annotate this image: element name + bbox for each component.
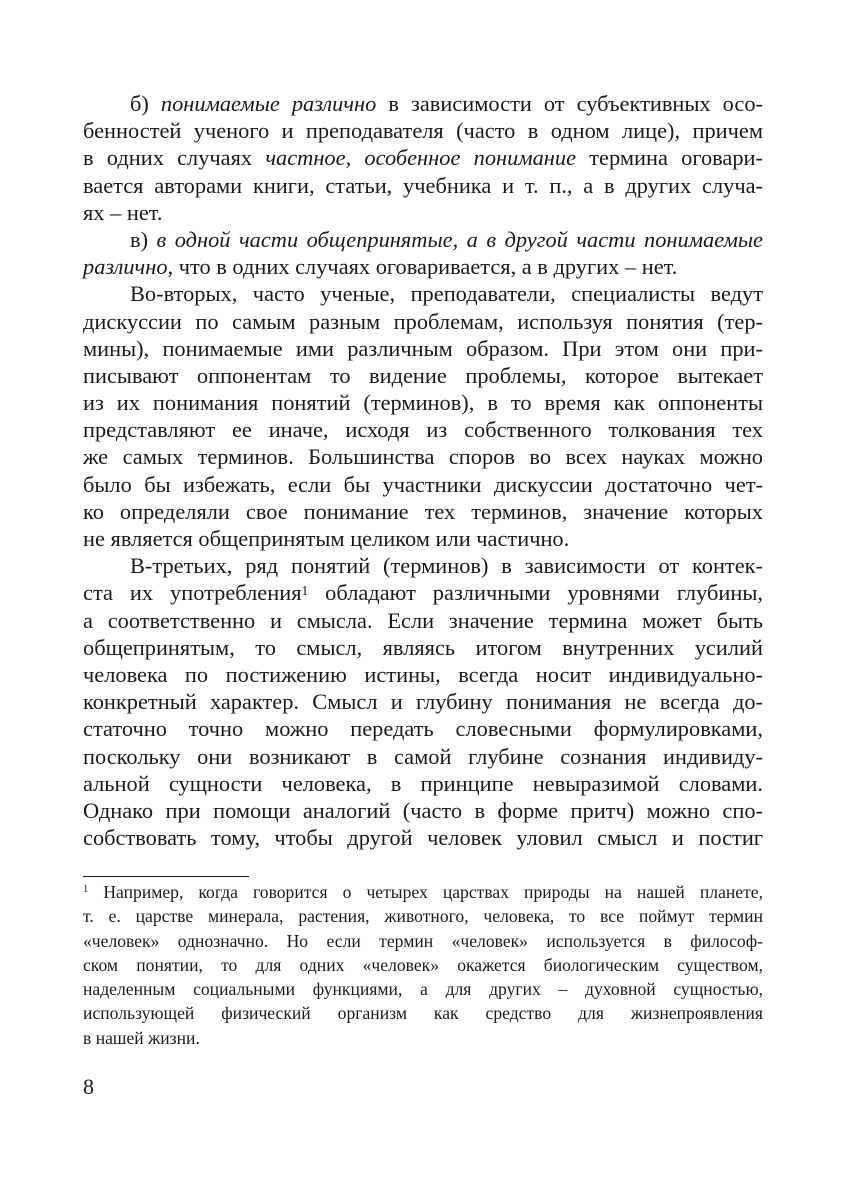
main-text	[83, 90, 763, 851]
footnote-line: ском понятии, то для одних «человек» окажется биологическим существом,	[83, 954, 763, 975]
paragraph-second-line: писывают оппонентам то видение проблемы, которое вытекает	[83, 362, 763, 388]
footnote-marker: 1	[83, 884, 89, 895]
footnote-line: использующей физический организм как средство для жизнепроявления	[83, 1003, 763, 1024]
footnote-line: т. е. царстве минерала, растения, животного, человека, то все поймут термин	[83, 906, 763, 927]
paragraph-v-line: различно, что в одних случаях оговаривается, а в других – нет.	[83, 254, 678, 280]
paragraph-third-line: человека по постижению истины, всегда носит индивидуально-	[83, 661, 763, 687]
paragraph-third-line: альной сущности человека, в принципе невыразимой словами.	[83, 770, 763, 796]
footnote-line: $^1$ Например, когда говорится о четырех царствах природы на нашей планете,	[83, 882, 763, 902]
paragraph-third-line: ста их употребления$^1$ обладают различными уровнями глубины,	[83, 580, 763, 606]
page-number: 8	[83, 1074, 94, 1099]
paragraph-second-line: представляют ее иначе, исходя из собственного толкования тех	[83, 417, 763, 443]
paragraph-third-line: а соответственно и смысла. Если значение термина может быть	[83, 607, 763, 633]
footnote-line: наделенным социальными функциями, а для других – духовной сущностью,	[83, 979, 763, 1000]
paragraph-b-line: б) понимаемые различно в зависимости от субъективных осо-	[130, 91, 763, 116]
paragraph-third-line: собствовать тому, чтобы другой человек уловил смысл и постиг	[83, 825, 763, 851]
footnote-divider	[83, 876, 249, 877]
paragraph-third-line: статочно точно можно передать словесными формулировками,	[83, 716, 763, 742]
footnote-reference[interactable]: 1	[301, 583, 309, 599]
footnote-line: в нашей жизни.	[83, 1027, 200, 1048]
paragraph-b-line: вается авторами книги, статьи, учебника и т. п., а в других случа-	[83, 172, 763, 198]
paragraph-b-line: ях – нет.	[83, 199, 163, 225]
paragraph-third-line: поскольку они возникают в самой глубине сознания индивиду-	[83, 743, 763, 769]
paragraph-third-line: В-третьих, ряд понятий (терминов) в зависимости от контек-	[130, 553, 763, 579]
paragraph-second-line: же самых терминов. Большинства споров во всех науках можно	[83, 444, 763, 470]
paragraph-third-line: конкретный характер. Смысл и глубину понимания не всегда до-	[83, 689, 763, 715]
paragraph-b-line: в одних случаях частное, особенное понимание термина оговари-	[83, 145, 763, 171]
paragraph-second-line: мины), понимаемые ими различным образом. При этом они при-	[83, 335, 763, 361]
paragraph-second-line: ко определяли свое понимание тех терминов, значение которых	[83, 498, 763, 524]
paragraph-third-line: общепринятым, то смысл, являясь итогом внутренних усилий	[83, 634, 763, 660]
paragraph-v-line: в) в одной части общепринятые, а в другой части понимаемые	[130, 226, 763, 252]
footnote-line: «человек» однозначно. Но если термин «человек» используется в философ-	[83, 930, 763, 951]
paragraph-second-line: не является общепринятым целиком или частично.	[83, 526, 570, 551]
paragraph-second-line: было бы избежать, если бы участники дискуссии достаточно чет-	[83, 471, 763, 497]
paragraph-third-line: Однако при помощи аналогий (часто в форме притч) можно спо-	[83, 797, 763, 823]
paragraph-second-line: из их понимания понятий (терминов), в то время как оппоненты	[83, 390, 763, 416]
footnote	[83, 880, 763, 1050]
paragraph-second-line: Во-вторых, часто ученые, преподаватели, специалисты ведут	[130, 281, 763, 307]
paragraph-second-line: дискуссии по самым разным проблемам, используя понятия (тер-	[83, 308, 763, 334]
paragraph-b-line: бенностей ученого и преподавателя (часто в одном лице), причем	[83, 118, 763, 144]
